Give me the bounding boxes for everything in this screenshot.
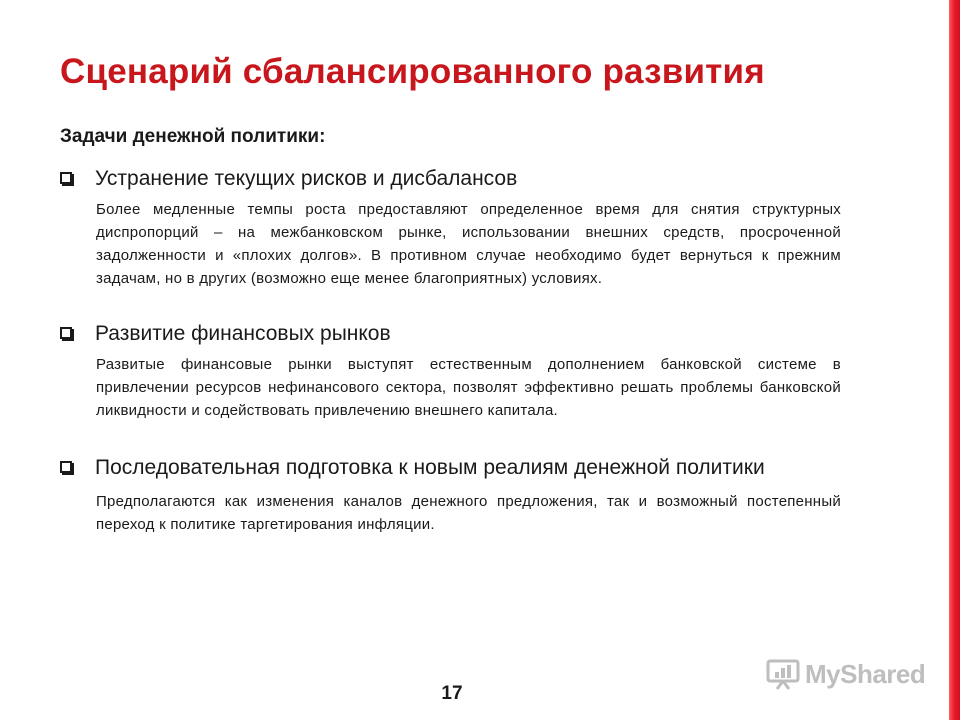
bullet-description: Предполагаются как изменения каналов денежного предложения, так и возможный постепенный переход к политике таргетирования инфляции.	[96, 493, 841, 533]
accent-band	[949, 0, 960, 720]
checkbox-bullet-icon	[60, 172, 72, 184]
bullet-head	[60, 454, 841, 481]
checkbox-bullet-icon	[60, 461, 72, 473]
bullet-head	[60, 320, 841, 347]
watermark-logo	[766, 656, 925, 692]
bullet-description: Развитые финансовые рынки выступят естественным дополнением банковской системе в привлечении ресурсов нефинансового сектора, позволят эффективно решать проблемы банковской ликвидности и содействовать привлечению внешнего капитала.	[96, 356, 841, 419]
bullet-heading: Устранение текущих рисков и дисбалансов	[95, 167, 518, 190]
bullet-heading: Последовательная подготовка к новым реалиям денежной политики	[95, 456, 765, 479]
slide-title: Сценарий сбалансированного развития	[60, 52, 765, 91]
section-subtitle: Задачи денежной политики:	[60, 126, 326, 147]
bullet-heading: Развитие финансовых рынков	[95, 322, 391, 345]
watermark-text: MyShared	[805, 658, 926, 689]
bullet-item	[60, 165, 841, 290]
bullet-item	[60, 320, 841, 422]
presentation-board-icon	[766, 658, 800, 690]
page-number: 17	[441, 683, 463, 704]
checkbox-bullet-icon	[60, 327, 72, 339]
bullet-item	[60, 454, 841, 536]
bullet-description: Более медленные темпы роста предоставляют определенное время для снятия структурных диспропорций – на межбанковском рынке, использовании внешних средств, просроченной задолженности и «плохих долгов». В противном случае необходимо будет вернуться к прежним задачам, но в других (возможно еще менее благоприятных) условиях.	[96, 201, 841, 287]
bullet-head	[60, 165, 841, 192]
